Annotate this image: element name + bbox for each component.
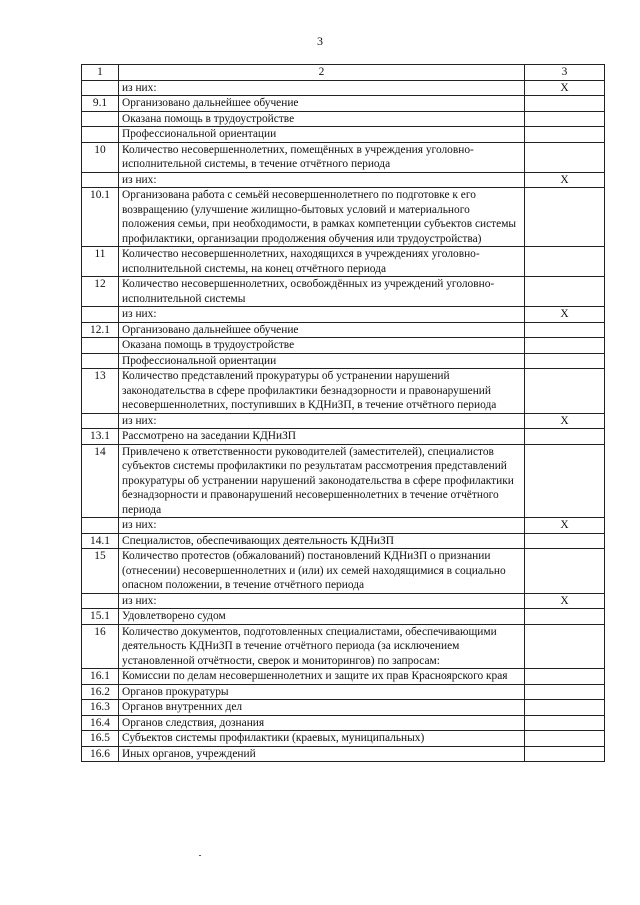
row-value-cell[interactable]: X bbox=[525, 172, 605, 188]
row-number-cell bbox=[82, 172, 119, 188]
row-label-cell: Количество несовершеннолетних, помещённых в учреждения уголовно-исполнительной системы, в течение отчётного периода bbox=[119, 142, 525, 172]
row-value-cell[interactable]: X bbox=[525, 80, 605, 96]
row-label-cell: из них: bbox=[119, 593, 525, 609]
row-label-cell: из них: bbox=[119, 518, 525, 534]
table-row bbox=[82, 746, 605, 762]
row-label-cell: из них: bbox=[119, 307, 525, 323]
row-label-cell: Удовлетворено судом bbox=[119, 609, 525, 625]
table-row bbox=[82, 715, 605, 731]
table-row bbox=[82, 593, 605, 609]
row-number-cell: 13.1 bbox=[82, 429, 119, 445]
row-value-cell[interactable] bbox=[525, 322, 605, 338]
table-row bbox=[82, 669, 605, 685]
table-row bbox=[82, 277, 605, 307]
row-label-cell: Привлечено к ответственности руководителей (заместителей), специалистов субъектов системы профилактики по результатам рассмотрения представлений прокуратуры об устранении нарушений законодательства в сфере профилактики безнадзорности и правонарушений несовершеннолетних в течение отчётного периода bbox=[119, 444, 525, 518]
table-row bbox=[82, 684, 605, 700]
row-number-cell: 15.1 bbox=[82, 609, 119, 625]
row-value-cell[interactable] bbox=[525, 353, 605, 369]
row-label-cell: из них: bbox=[119, 413, 525, 429]
row-number-cell: 12 bbox=[82, 277, 119, 307]
row-value-cell[interactable]: X bbox=[525, 307, 605, 323]
row-number-cell bbox=[82, 518, 119, 534]
row-value-cell[interactable] bbox=[525, 533, 605, 549]
table-row bbox=[82, 111, 605, 127]
row-label-cell: Оказана помощь в трудоустройстве bbox=[119, 111, 525, 127]
table-row bbox=[82, 413, 605, 429]
row-number-cell: 16 bbox=[82, 624, 119, 669]
row-number-cell bbox=[82, 593, 119, 609]
row-label-cell: Комиссии по делам несовершеннолетних и защите их прав Красноярского края bbox=[119, 669, 525, 685]
table-row bbox=[82, 624, 605, 669]
row-value-cell[interactable] bbox=[525, 277, 605, 307]
row-label-cell: Субъектов системы профилактики (краевых, муниципальных) bbox=[119, 731, 525, 747]
row-number-cell: 14.1 bbox=[82, 533, 119, 549]
row-value-cell[interactable] bbox=[525, 338, 605, 354]
table-row bbox=[82, 533, 605, 549]
row-label-cell: Рассмотрено на заседании КДНиЗП bbox=[119, 429, 525, 445]
header-col-3: 3 bbox=[525, 65, 605, 81]
row-value-cell[interactable] bbox=[525, 549, 605, 594]
row-label-cell: Органов следствия, дознания bbox=[119, 715, 525, 731]
row-value-cell[interactable] bbox=[525, 700, 605, 716]
scan-artifact bbox=[199, 855, 201, 856]
row-number-cell: 16.1 bbox=[82, 669, 119, 685]
row-label-cell: из них: bbox=[119, 80, 525, 96]
row-number-cell: 16.5 bbox=[82, 731, 119, 747]
table-row bbox=[82, 322, 605, 338]
table-row bbox=[82, 444, 605, 518]
row-number-cell: 16.6 bbox=[82, 746, 119, 762]
table-row bbox=[82, 338, 605, 354]
row-label-cell: Профессиональной ориентации bbox=[119, 353, 525, 369]
row-value-cell[interactable] bbox=[525, 684, 605, 700]
row-number-cell: 16.2 bbox=[82, 684, 119, 700]
page-number: 3 bbox=[317, 34, 323, 48]
row-number-cell bbox=[82, 111, 119, 127]
row-number-cell: 9.1 bbox=[82, 96, 119, 112]
row-label-cell: Организована работа с семьёй несовершеннолетнего по подготовке к его возвращению (улучшение жилищно-бытовых условий и материального положения семьи, при необходимости, в рамках компетенции субъектов системы профилактики, организации продолжения обучения или трудоустройства) bbox=[119, 188, 525, 247]
table-row bbox=[82, 307, 605, 323]
table-row bbox=[82, 700, 605, 716]
row-number-cell bbox=[82, 307, 119, 323]
row-value-cell[interactable] bbox=[525, 624, 605, 669]
row-label-cell: Оказана помощь в трудоустройстве bbox=[119, 338, 525, 354]
row-number-cell bbox=[82, 353, 119, 369]
row-label-cell: Количество несовершеннолетних, освобождённых из учреждений уголовно-исполнительной системы bbox=[119, 277, 525, 307]
table-row bbox=[82, 609, 605, 625]
table-row bbox=[82, 127, 605, 143]
row-value-cell[interactable] bbox=[525, 444, 605, 518]
table-row bbox=[82, 188, 605, 247]
row-value-cell[interactable] bbox=[525, 142, 605, 172]
row-label-cell: Организовано дальнейшее обучение bbox=[119, 322, 525, 338]
row-label-cell: Иных органов, учреждений bbox=[119, 746, 525, 762]
table-row bbox=[82, 518, 605, 534]
row-number-cell: 14 bbox=[82, 444, 119, 518]
row-label-cell: Организовано дальнейшее обучение bbox=[119, 96, 525, 112]
table-row bbox=[82, 429, 605, 445]
row-label-cell: Количество несовершеннолетних, находящихся в учреждениях уголовно-исполнительной системы, на конец отчётного периода bbox=[119, 247, 525, 277]
row-value-cell[interactable] bbox=[525, 746, 605, 762]
row-value-cell[interactable] bbox=[525, 609, 605, 625]
row-value-cell[interactable] bbox=[525, 188, 605, 247]
row-number-cell: 11 bbox=[82, 247, 119, 277]
table-row bbox=[82, 549, 605, 594]
table-row bbox=[82, 731, 605, 747]
table-row bbox=[82, 142, 605, 172]
row-value-cell[interactable] bbox=[525, 247, 605, 277]
row-label-cell: Количество протестов (обжалований) постановлений КДНиЗП о признании (отнесении) несовершеннолетних и (или) их семей находящимися в социально опасном положении, в течение отчётного периода bbox=[119, 549, 525, 594]
row-number-cell: 15 bbox=[82, 549, 119, 594]
row-value-cell[interactable] bbox=[525, 96, 605, 112]
row-value-cell[interactable] bbox=[525, 429, 605, 445]
table-row bbox=[82, 96, 605, 112]
table-body bbox=[82, 80, 605, 762]
row-number-cell: 13 bbox=[82, 369, 119, 414]
row-label-cell: Количество представлений прокуратуры об устранении нарушений законодательства в сфере профилактики безнадзорности и правонарушений несовершеннолетних, поступивших в КДНиЗП, в течение отчётного периода bbox=[119, 369, 525, 414]
header-col-1: 1 bbox=[82, 65, 119, 81]
row-value-cell[interactable] bbox=[525, 731, 605, 747]
row-label-cell: из них: bbox=[119, 172, 525, 188]
row-label-cell: Профессиональной ориентации bbox=[119, 127, 525, 143]
row-value-cell[interactable] bbox=[525, 369, 605, 414]
row-value-cell[interactable]: X bbox=[525, 518, 605, 534]
row-label-cell: Органов прокуратуры bbox=[119, 684, 525, 700]
table-header-row bbox=[82, 65, 605, 81]
row-number-cell bbox=[82, 80, 119, 96]
row-number-cell: 16.4 bbox=[82, 715, 119, 731]
row-number-cell: 16.3 bbox=[82, 700, 119, 716]
row-value-cell[interactable] bbox=[525, 111, 605, 127]
row-value-cell[interactable]: X bbox=[525, 593, 605, 609]
row-number-cell: 10 bbox=[82, 142, 119, 172]
table-row bbox=[82, 353, 605, 369]
row-label-cell: Органов внутренних дел bbox=[119, 700, 525, 716]
report-table bbox=[81, 64, 605, 762]
row-value-cell[interactable]: X bbox=[525, 413, 605, 429]
table-row bbox=[82, 369, 605, 414]
row-label-cell: Специалистов, обеспечивающих деятельность КДНиЗП bbox=[119, 533, 525, 549]
row-number-cell bbox=[82, 413, 119, 429]
row-value-cell[interactable] bbox=[525, 715, 605, 731]
table-row bbox=[82, 172, 605, 188]
row-value-cell[interactable] bbox=[525, 669, 605, 685]
row-value-cell[interactable] bbox=[525, 127, 605, 143]
row-number-cell: 12.1 bbox=[82, 322, 119, 338]
table-row bbox=[82, 80, 605, 96]
row-number-cell bbox=[82, 127, 119, 143]
row-number-cell bbox=[82, 338, 119, 354]
header-col-2: 2 bbox=[119, 65, 525, 81]
table-row bbox=[82, 247, 605, 277]
row-label-cell: Количество документов, подготовленных специалистами, обеспечивающими деятельность КДНиЗП в течение отчётного периода (за исключением установленной отчётности, сверок и мониторингов) по запросам: bbox=[119, 624, 525, 669]
row-number-cell: 10.1 bbox=[82, 188, 119, 247]
